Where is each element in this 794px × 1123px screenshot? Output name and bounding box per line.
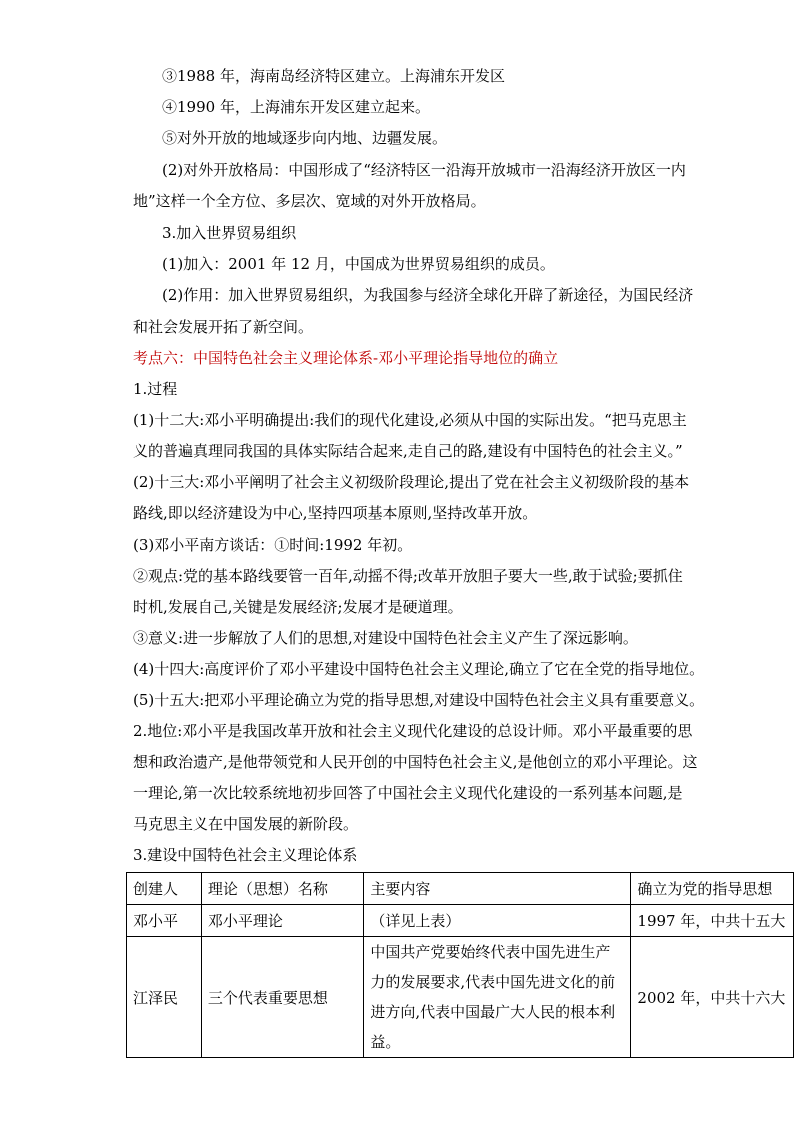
paragraph-12th-line1: (1)十二大:邓小平明确提出:我们的现代化建设,必须从中国的实际出发。“把马克思主 — [133, 411, 687, 429]
theory-table — [126, 872, 794, 1058]
paragraph-inland: ⑤对外开放的地域逐步向内地、边疆发展。 — [162, 129, 448, 147]
paragraph-wto-join: (1)加入：2001 年 12 月，中国成为世界贸易组织的成员。 — [162, 255, 555, 273]
cell-main-content: 中国共产党要始终代表中国先进生产力的发展要求,代表中国先进文化的前进方向,代表中国最广大人民的根本利益。 — [364, 937, 631, 1058]
cell-guiding-thought: 2002 年，中共十六大 — [631, 937, 794, 1058]
paragraph-pattern-line1: (2)对外开放格局：中国形成了“经济特区一沿海开放城市一沿海经济开放区一内 — [162, 161, 686, 179]
section-wto: 3.加入世界贸易组织 — [162, 224, 297, 242]
paragraph-status-line4: 马克思主义在中国发展的新阶段。 — [133, 815, 359, 833]
cell-theory-name: 三个代表重要思想 — [201, 937, 364, 1058]
paragraph-status-line3: 一理论,第一次比较系统地初步回答了中国社会主义现代化建设的一系列基本问题,是 — [133, 784, 683, 802]
section-process: 1.过程 — [133, 380, 178, 398]
paragraph-15th: (5)十五大:把邓小平理论确立为党的指导思想,对建设中国特色社会主义具有重要意义。 — [133, 691, 705, 709]
cell-creator: 邓小平 — [127, 905, 202, 937]
header-theory-name: 理论（思想）名称 — [201, 873, 364, 905]
table-header-row — [127, 873, 794, 905]
header-guiding-thought: 确立为党的指导思想 — [631, 873, 794, 905]
header-main-content: 主要内容 — [364, 873, 631, 905]
paragraph-14th: (4)十四大:高度评价了邓小平建设中国特色社会主义理论,确立了它在全党的指导地位。 — [133, 660, 705, 678]
paragraph-wto-effect-line2: 和社会发展开拓了新空间。 — [133, 318, 314, 336]
paragraph-pudong: ④1990 年，上海浦东开发区建立起来。 — [162, 98, 430, 116]
paragraph-viewpoint-line1: ②观点:党的基本路线要管一百年,动摇不得;改革开放胆子要大一些,敢于试验;要抓住 — [133, 567, 683, 585]
paragraph-south-tour: (3)邓小平南方谈话：①时间:1992 年初。 — [133, 536, 413, 554]
paragraph-significance: ③意义:进一步解放了人们的思想,对建设中国特色社会主义产生了深远影响。 — [133, 629, 638, 647]
exam-point-heading: 考点六：中国特色社会主义理论体系-邓小平理论指导地位的确立 — [133, 349, 559, 367]
section-theory-system: 3.建设中国特色社会主义理论体系 — [133, 846, 358, 864]
paragraph-status-line1: 2.地位:邓小平是我国改革开放和社会主义现代化建设的总设计师。邓小平最重要的思 — [133, 722, 693, 740]
table-row — [127, 937, 794, 1058]
cell-theory-name: 邓小平理论 — [201, 905, 364, 937]
paragraph-status-line2: 想和政治遗产,是他带领党和人民开创的中国特色社会主义,是他创立的邓小平理论。这 — [133, 753, 698, 771]
table-row — [127, 905, 794, 937]
cell-main-content: （详见上表） — [364, 905, 631, 937]
paragraph-12th-line2: 义的普遍真理同我国的具体实际结合起来,走自己的路,建设有中国特色的社会主义。” — [133, 442, 683, 460]
paragraph-hainan: ③1988 年，海南岛经济特区建立。上海浦东开发区 — [162, 67, 505, 85]
cell-guiding-thought: 1997 年，中共十五大 — [631, 905, 794, 937]
header-creator: 创建人 — [127, 873, 202, 905]
paragraph-pattern-line2: 地”这样一个全方位、多层次、宽域的对外开放格局。 — [133, 192, 486, 210]
paragraph-13th-line1: (2)十三大:邓小平阐明了社会主义初级阶段理论,提出了党在社会主义初级阶段的基本 — [133, 473, 690, 491]
cell-creator: 江泽民 — [127, 937, 202, 1058]
paragraph-wto-effect-line1: (2)作用：加入世界贸易组织，为我国参与经济全球化开辟了新途径，为国民经济 — [162, 286, 694, 304]
paragraph-13th-line2: 路线,即以经济建设为中心,坚持四项基本原则,坚持改革开放。 — [133, 504, 538, 522]
paragraph-viewpoint-line2: 时机,发展自己,关键是发展经济;发展才是硬道理。 — [133, 598, 463, 616]
